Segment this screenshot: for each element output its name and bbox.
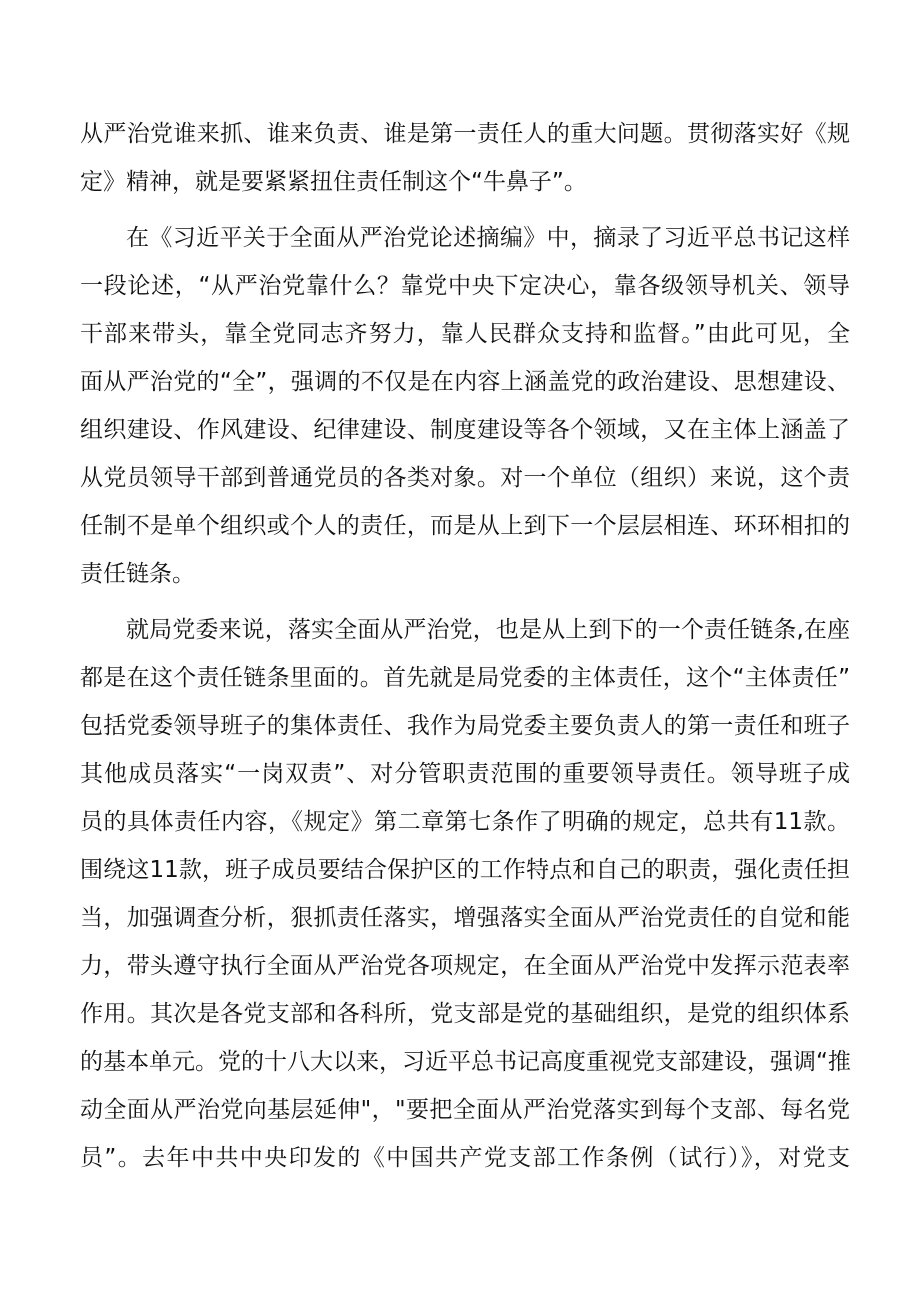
text-line: 干部来带头，靠全党同志齐努力，靠人民群众支持和监督。”由此可见，全: [80, 321, 850, 347]
text-line: 组织建设、作风建设、纪律建设、制度建设等各个领域，又在主体上涵盖了: [80, 417, 850, 443]
text-line: 员的具体责任内容，《规定》第二章第七条作了明确的规定，总共有11款。: [80, 809, 850, 835]
text-line: 任制不是单个组织或个人的责任，而是从上到下一个层层相连、环环相扣的: [80, 513, 850, 539]
text-line: 责任链条。: [80, 561, 195, 587]
text-line: 动全面从严治党向基层延伸"，"要把全面从严治党落实到每个支部、每名党: [80, 1097, 850, 1123]
text-line: 其他成员落实“一岗双责”、对分管职责范围的重要领导责任。领导班子成: [80, 761, 850, 787]
text-line: 力，带头遵守执行全面从严治党各项规定，在全面从严治党中发挥示范表率: [80, 953, 850, 979]
paragraph-gap: [80, 598, 850, 606]
text-line: 当，加强调查分析，狠抓责任落实，增强落实全面从严治党责任的自觉和能: [80, 905, 850, 931]
text-line: 一段论述，“从严治党靠什么？靠党中央下定决心，靠各级领导机关、领导: [80, 273, 850, 299]
text-line: 员”。去年中共中央印发的《中国共产党支部工作条例（试行）》，对党支: [80, 1145, 850, 1171]
text-line: 从党员领导干部到普通党员的各类对象。对一个单位（组织）来说，这个责: [80, 465, 850, 491]
document-body: [80, 110, 850, 1182]
paragraph: [80, 606, 850, 1182]
paragraph: [80, 214, 850, 598]
text-line: 包括党委领导班子的集体责任、我作为局党委主要负责人的第一责任和班子: [80, 713, 850, 739]
text-line: 都是在这个责任链条里面的。首先就是局党委的主体责任，这个“主体责任”: [80, 665, 850, 691]
text-line: 从严治党谁来抓、谁来负责、谁是第一责任人的重大问题。贯彻落实好《规: [80, 121, 850, 147]
text-line: 就局党委来说，落实全面从严治党，也是从上到下的一个责任链条,在座: [126, 617, 850, 643]
paragraph: [80, 110, 850, 206]
text-line: 围绕这11款，班子成员要结合保护区的工作特点和自己的职责，强化责任担: [80, 857, 850, 883]
paragraph-gap: [80, 206, 850, 214]
text-line: 作用。其次是各党支部和各科所，党支部是党的基础组织，是党的组织体系: [80, 1001, 850, 1027]
text-line: 在《习近平关于全面从严治党论述摘编》中，摘录了习近平总书记这样: [126, 225, 850, 251]
text-line: 定》精神，就是要紧紧扭住责任制这个“牛鼻子”。: [80, 169, 587, 195]
text-line: 的基本单元。党的十八大以来，习近平总书记高度重视党支部建设，强调“推: [80, 1049, 851, 1075]
text-line: 面从严治党的“全”，强调的不仅是在内容上涵盖党的政治建设、思想建设、: [80, 369, 850, 395]
